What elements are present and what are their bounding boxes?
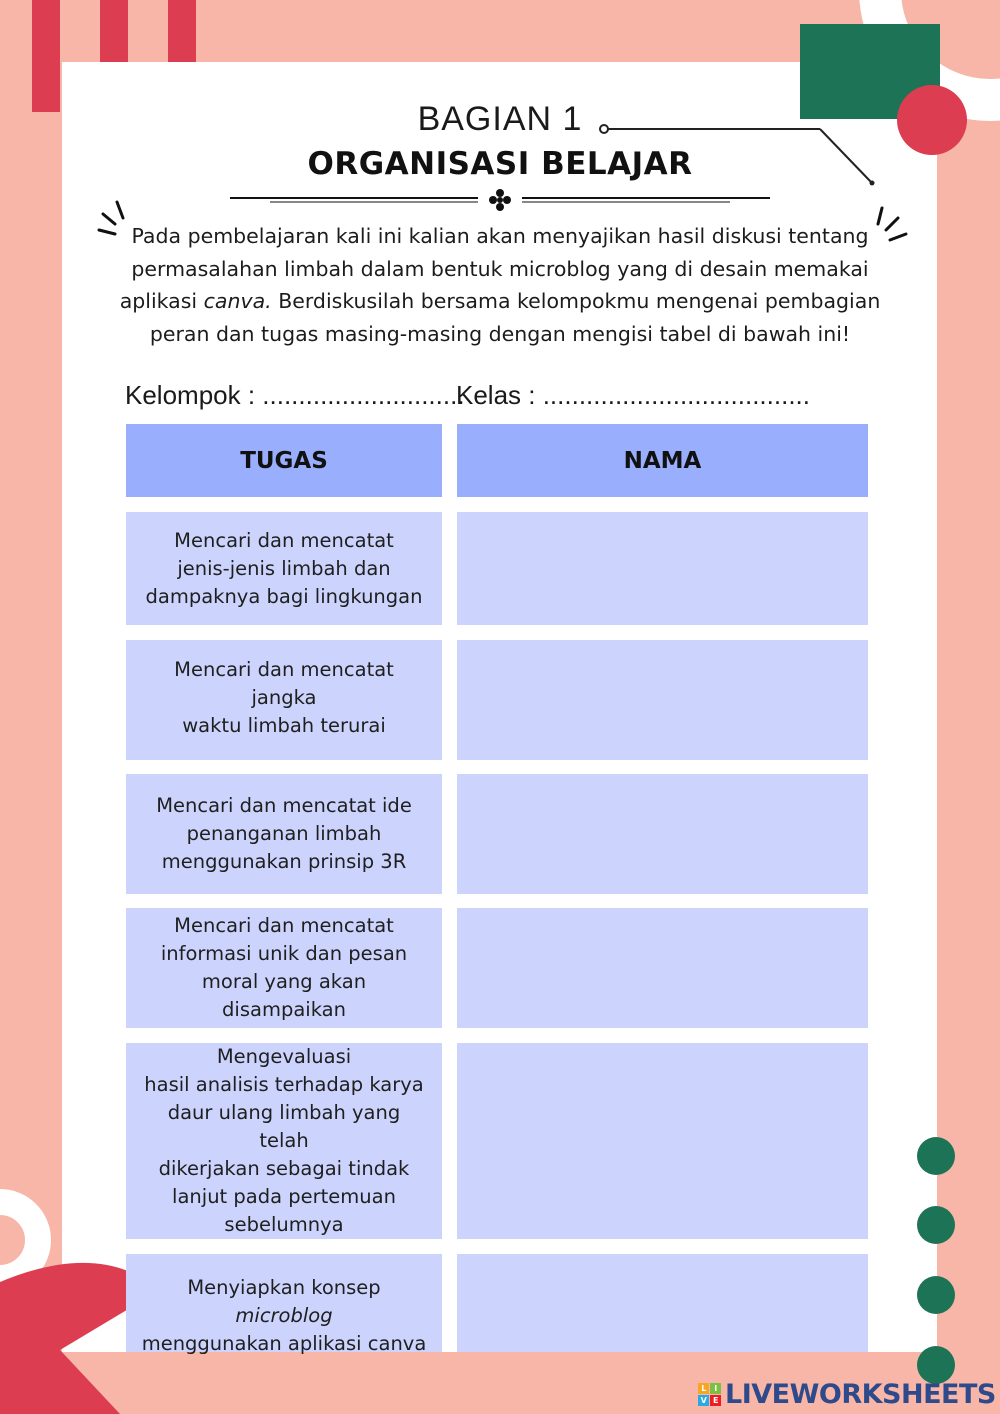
name-input-cell[interactable]	[457, 1043, 868, 1239]
group-field[interactable]: Kelompok : ............................	[125, 380, 465, 410]
task-cell: Mengevaluasi hasil analisis terhadap karya daur ulang limbah yang telah dikerjakan sebagai tindak lanjut pada pertemuan sebelumnya	[126, 1043, 442, 1239]
name-input-cell[interactable]	[457, 908, 868, 1028]
liveworksheets-logo	[698, 1376, 996, 1412]
page-title: ORGANISASI BELAJAR	[307, 146, 693, 182]
class-field[interactable]: Kelas : .....................................	[456, 380, 810, 410]
decor-dot	[917, 1276, 955, 1314]
ornament-divider	[230, 186, 770, 214]
task-cell: Mencari dan mencatat informasi unik dan pesan moral yang akan disampaikan	[126, 908, 442, 1028]
liveworksheets-icon: L I V E	[698, 1383, 721, 1406]
task-cell: Mencari dan mencatat jangka waktu limbah terurai	[126, 640, 442, 760]
section-number: BAGIAN 1	[417, 100, 583, 138]
decor-connector-line	[595, 118, 885, 190]
table-header-name: NAMA	[457, 424, 868, 497]
table-header-task: TUGAS	[126, 424, 442, 497]
task-cell: Mencari dan mencatat ide penanganan limbah menggunakan prinsip 3R	[126, 774, 442, 894]
decor-dot	[917, 1137, 955, 1175]
brand-text: LIVEWORKSHEETS	[725, 1378, 996, 1410]
name-input-cell[interactable]	[457, 774, 868, 894]
name-input-cell[interactable]	[457, 512, 868, 625]
decor-stripe	[32, 0, 60, 112]
instructions-paragraph: Pada pembelajaran kali ini kalian akan menyajikan hasil diskusi tentang permasalahan limbah dalam bentuk microblog yang di desain memakai aplikasi canva. Berdiskusilah bersama kelompokmu mengenai pembagian peran dan tugas masing-masing dengan mengisi tabel di bawah ini!	[119, 224, 881, 346]
task-cell: Menyiapkan konsep microblog menggunakan aplikasi canva	[126, 1254, 442, 1352]
task-cell: Mencari dan mencatat jenis-jenis limbah dan dampaknya bagi lingkungan	[126, 512, 442, 625]
name-input-cell[interactable]	[457, 1254, 868, 1352]
name-input-cell[interactable]	[457, 640, 868, 760]
decor-dot	[917, 1206, 955, 1244]
